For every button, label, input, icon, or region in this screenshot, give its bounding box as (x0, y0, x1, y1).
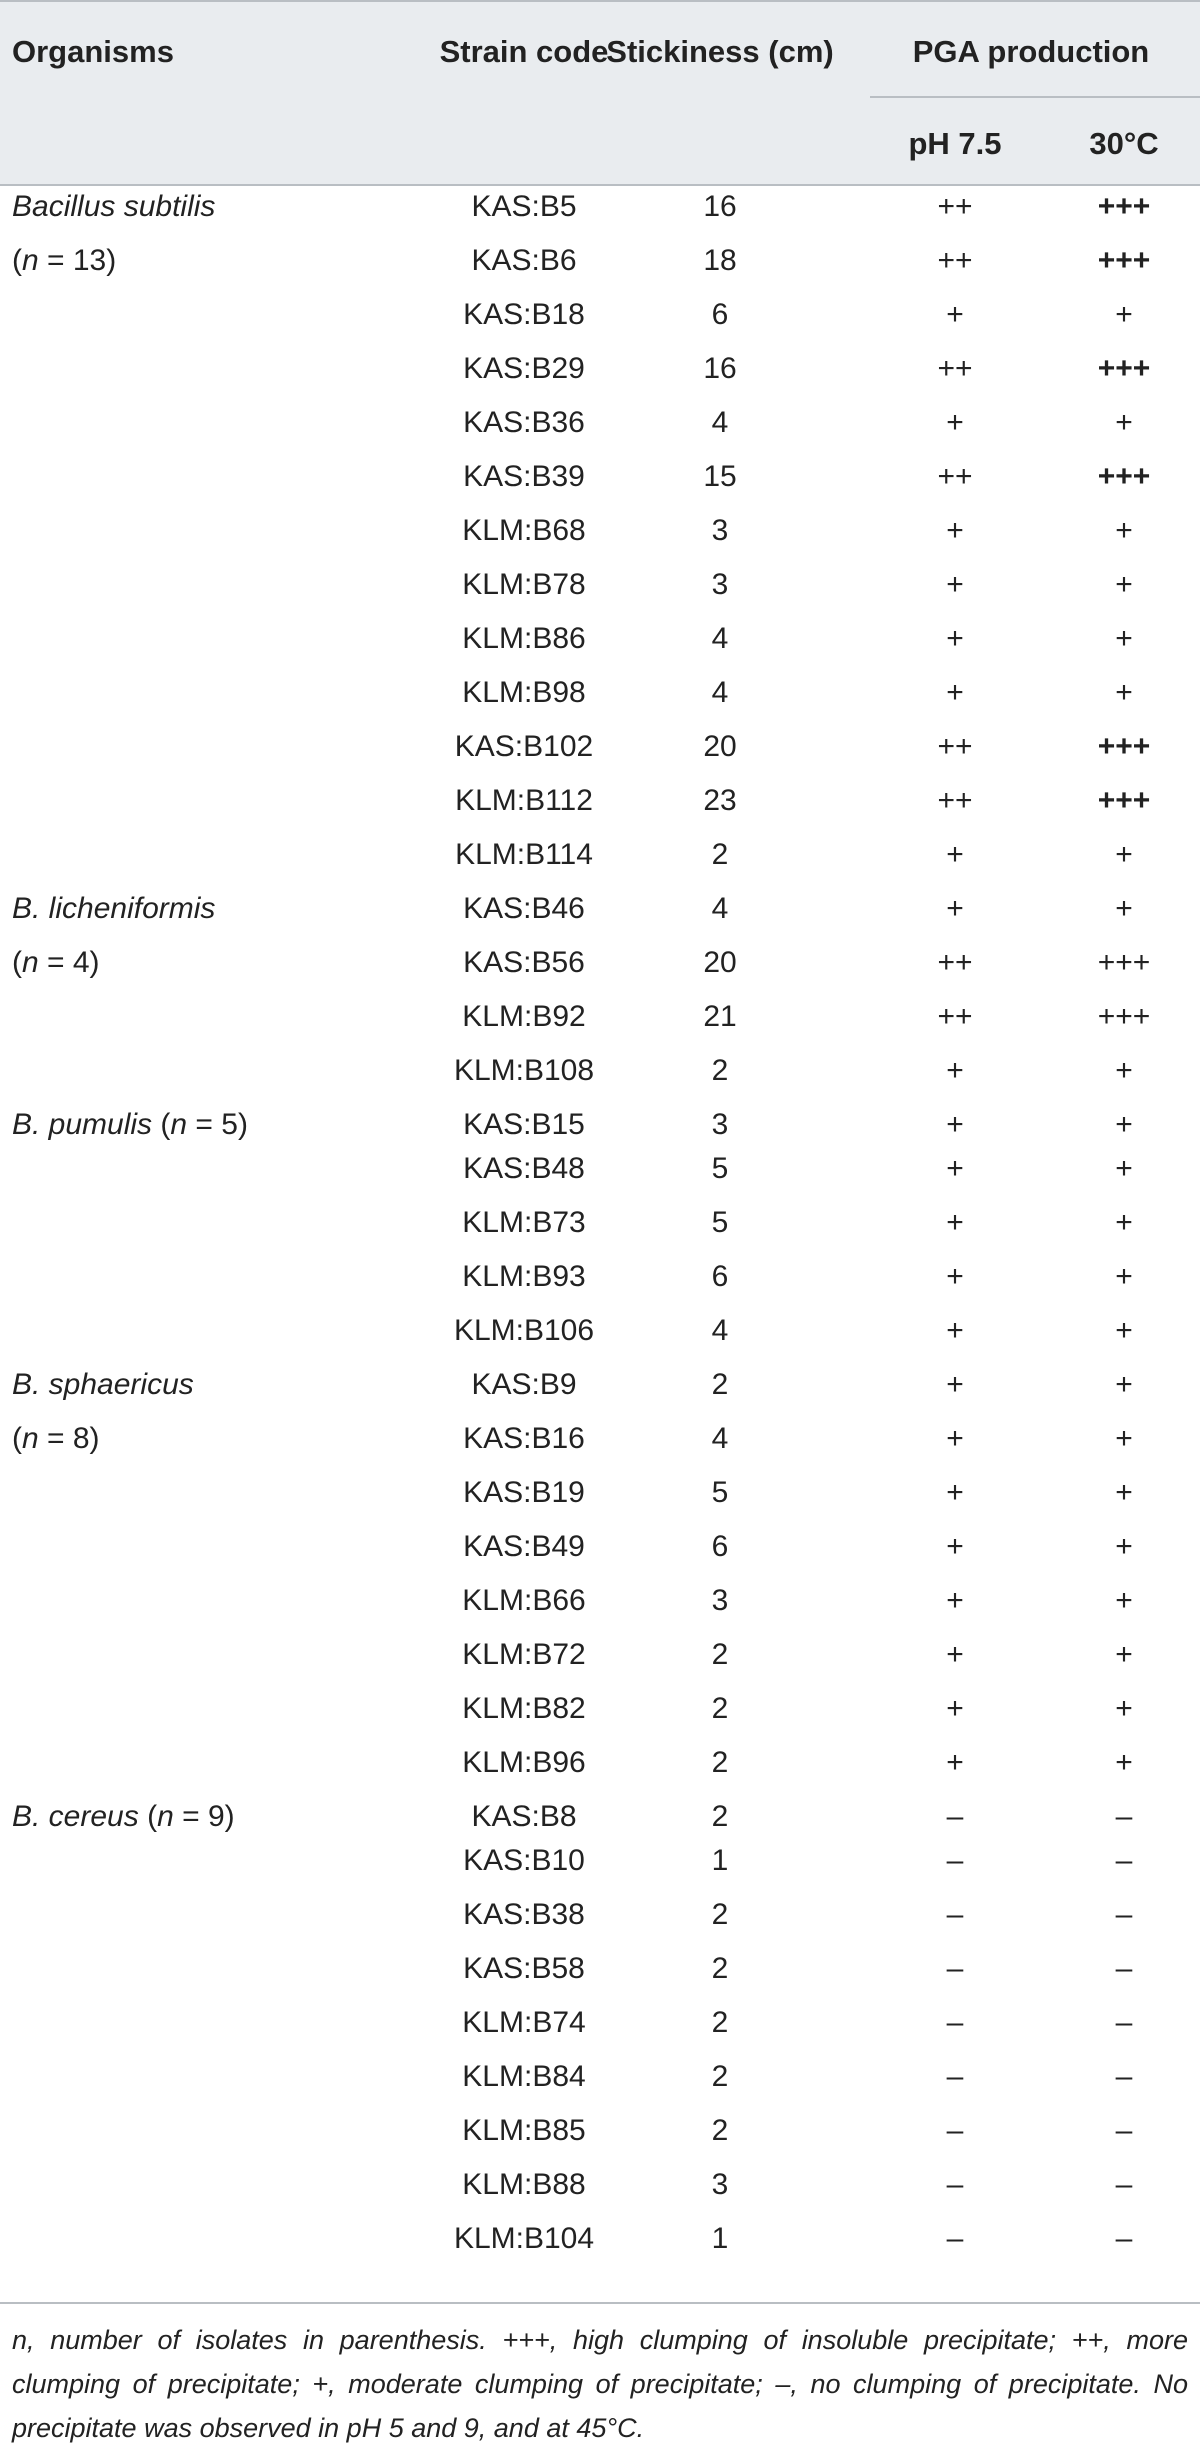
organism-name: Bacillus subtilis (12, 190, 216, 223)
ph-production-cell: ++ (937, 784, 973, 817)
strain-code-cell: KAS:B5 (471, 190, 577, 223)
stickiness-cell: 2 (711, 1952, 729, 1985)
ph-production-cell: + (946, 1368, 964, 1401)
temp-production-cell: + (1115, 892, 1133, 925)
strain-code-cell: KLM:B78 (462, 568, 586, 601)
organism-group (12, 180, 215, 288)
strain-code-cell: KAS:B16 (463, 1422, 585, 1455)
strain-code-cell: KLM:B98 (462, 676, 586, 709)
strain-code-cell: KAS:B39 (463, 460, 585, 493)
temp-production-cell: + (1115, 1152, 1133, 1185)
organism-group (12, 1107, 248, 1143)
header-stickiness: Stickiness (cm) (606, 34, 834, 69)
stickiness-cell: 20 (703, 946, 737, 979)
stickiness-cell: 2 (711, 1054, 729, 1087)
strain-code-cell: KLM:B93 (462, 1260, 586, 1293)
strain-code-cell: KAS:B8 (471, 1800, 577, 1833)
temp-production-cell: – (1115, 2222, 1133, 2255)
stickiness-cell: 1 (711, 2222, 729, 2255)
ph-production-cell: + (946, 1152, 964, 1185)
temp-production-cell: +++ (1097, 460, 1151, 493)
strain-code-cell: KAS:B56 (463, 946, 585, 979)
temp-production-cell: + (1115, 1422, 1133, 1455)
organism-group (12, 1799, 235, 1835)
stickiness-cell: 15 (703, 460, 737, 493)
ph-production-cell: + (946, 1638, 964, 1671)
ph-production-cell: ++ (937, 946, 973, 979)
temp-production-cell: + (1115, 514, 1133, 547)
temp-production-cell: + (1115, 838, 1133, 871)
ph-production-cell: + (946, 676, 964, 709)
ph-production-cell: + (946, 1530, 964, 1563)
strain-code-cell: KLM:B86 (462, 622, 586, 655)
stickiness-cell: 2 (711, 2114, 729, 2147)
organism-name: B. pumulis (12, 1108, 153, 1141)
strain-code-cell: KLM:B84 (462, 2060, 586, 2093)
stickiness-cell: 4 (711, 1314, 729, 1347)
stickiness-cell: 1 (711, 1844, 729, 1877)
temp-production-cell: – (1115, 1952, 1133, 1985)
ph-production-cell: + (946, 1108, 964, 1141)
stickiness-cell: 2 (711, 1898, 729, 1931)
strain-code-cell: KLM:B104 (453, 2222, 595, 2255)
ph-production-cell: + (946, 1422, 964, 1455)
stickiness-cell: 3 (711, 2168, 729, 2201)
strain-code-cell: KAS:B29 (463, 352, 585, 385)
ph-production-cell: – (946, 1898, 964, 1931)
ph-production-cell: + (946, 838, 964, 871)
strain-code-cell: KAS:B46 (463, 892, 585, 925)
temp-production-cell: + (1115, 1638, 1133, 1671)
ph-production-cell: + (946, 298, 964, 331)
stickiness-cell: 4 (711, 406, 729, 439)
temp-production-cell: – (1115, 2114, 1133, 2147)
temp-production-cell: – (1115, 1898, 1133, 1931)
ph-production-cell: – (946, 2060, 964, 2093)
ph-production-cell: + (946, 892, 964, 925)
stickiness-cell: 4 (711, 892, 729, 925)
strain-code-cell: KAS:B19 (463, 1476, 585, 1509)
ph-production-cell: + (946, 514, 964, 547)
strain-code-cell: KLM:B92 (462, 1000, 586, 1033)
stickiness-cell: 16 (703, 352, 737, 385)
temp-production-cell: + (1115, 1476, 1133, 1509)
strain-code-cell: KAS:B102 (454, 730, 594, 763)
header-ph: pH 7.5 (908, 126, 1002, 161)
temp-production-cell: + (1115, 1368, 1133, 1401)
strain-code-cell: KAS:B58 (463, 1952, 585, 1985)
strain-code-cell: KLM:B74 (462, 2006, 586, 2039)
strain-code-cell: KAS:B9 (471, 1368, 577, 1401)
temp-production-cell: + (1115, 1746, 1133, 1779)
stickiness-cell: 18 (703, 244, 737, 277)
organism-count: (n = 8) (12, 1422, 100, 1455)
ph-production-cell: – (946, 1952, 964, 1985)
organism-group (12, 1358, 194, 1466)
temp-production-cell: +++ (1097, 244, 1151, 277)
ph-production-cell: – (946, 2114, 964, 2147)
temp-production-cell: + (1115, 1314, 1133, 1347)
stickiness-cell: 2 (711, 838, 729, 871)
table-bottom-rule (0, 2302, 1200, 2304)
stickiness-cell: 5 (711, 1476, 729, 1509)
temp-production-cell: +++ (1097, 946, 1151, 979)
temp-production-cell: +++ (1097, 784, 1151, 817)
stickiness-cell: 3 (711, 1584, 729, 1617)
stickiness-cell: 4 (711, 676, 729, 709)
ph-production-cell: – (946, 2222, 964, 2255)
temp-production-cell: + (1115, 298, 1133, 331)
temp-production-cell: + (1115, 1530, 1133, 1563)
ph-production-cell: ++ (937, 244, 973, 277)
ph-production-cell: + (946, 1206, 964, 1239)
temp-production-cell: +++ (1097, 352, 1151, 385)
strain-code-cell: KLM:B88 (462, 2168, 586, 2201)
temp-production-cell: + (1115, 1260, 1133, 1293)
stickiness-cell: 2 (711, 1638, 729, 1671)
temp-production-cell: + (1115, 1584, 1133, 1617)
ph-production-cell: – (946, 1844, 964, 1877)
temp-production-cell: – (1115, 1800, 1133, 1833)
strain-code-cell: KLM:B82 (462, 1692, 586, 1725)
ph-production-cell: + (946, 1314, 964, 1347)
table-footnote: n, number of isolates in parenthesis. +++, high clumping of insoluble precipitate; ++, more clumping of precipitate; +, moderate clumping of precipitate; –, no clumping of precipitate. No precipitate was observed in pH 5 and 9, and at 45°C. (12, 2325, 1188, 2443)
stickiness-cell: 5 (711, 1206, 729, 1239)
strain-code-cell: KLM:B68 (462, 514, 586, 547)
stickiness-cell: 6 (711, 298, 729, 331)
temp-production-cell: – (1115, 1844, 1133, 1877)
strain-code-cell: KLM:B73 (462, 1206, 586, 1239)
temp-production-cell: +++ (1097, 1000, 1151, 1033)
stickiness-cell: 2 (711, 1800, 729, 1833)
strain-code-cell: KLM:B96 (462, 1746, 586, 1779)
organism-name: B. licheniformis (12, 892, 216, 925)
stickiness-cell: 3 (711, 1108, 729, 1141)
organism-count: (n = 9) (147, 1800, 235, 1833)
stickiness-cell: 6 (711, 1530, 729, 1563)
strain-code-cell: KAS:B15 (463, 1108, 585, 1141)
organism-name: B. sphaericus (12, 1368, 194, 1401)
strain-code-cell: KLM:B114 (455, 838, 593, 871)
stickiness-cell: 2 (711, 1746, 729, 1779)
ph-production-cell: + (946, 406, 964, 439)
strain-code-cell: KAS:B48 (463, 1152, 585, 1185)
temp-production-cell: + (1115, 1692, 1133, 1725)
organism-count: (n = 5) (160, 1108, 248, 1141)
stickiness-cell: 3 (711, 568, 729, 601)
strain-code-cell: KAS:B18 (463, 298, 585, 331)
temp-production-cell: + (1115, 1108, 1133, 1141)
ph-production-cell: – (946, 2006, 964, 2039)
stickiness-cell: 4 (711, 622, 729, 655)
ph-production-cell: + (946, 1054, 964, 1087)
ph-production-cell: + (946, 622, 964, 655)
strain-code-cell: KLM:B66 (462, 1584, 586, 1617)
temp-production-cell: +++ (1097, 190, 1151, 223)
table-header-band (0, 0, 1200, 184)
ph-production-cell: ++ (937, 190, 973, 223)
strain-code-cell: KAS:B49 (463, 1530, 585, 1563)
ph-production-cell: + (946, 1746, 964, 1779)
temp-production-cell: +++ (1097, 730, 1151, 763)
header-strain-code: Strain code (439, 34, 609, 69)
ph-production-cell: ++ (937, 730, 973, 763)
ph-production-cell: + (946, 1692, 964, 1725)
ph-production-cell: – (946, 1800, 964, 1833)
stickiness-cell: 2 (711, 2060, 729, 2093)
stickiness-cell: 2 (711, 1368, 729, 1401)
strain-code-cell: KLM:B108 (453, 1054, 595, 1087)
temp-production-cell: + (1115, 676, 1133, 709)
temp-production-cell: + (1115, 1054, 1133, 1087)
strain-code-cell: KLM:B85 (462, 2114, 586, 2147)
organism-count: (n = 4) (12, 946, 100, 979)
temp-production-cell: + (1115, 1206, 1133, 1239)
organism-name: B. cereus (12, 1800, 139, 1833)
temp-production-cell: + (1115, 406, 1133, 439)
stickiness-cell: 21 (703, 1000, 737, 1033)
stickiness-cell: 16 (703, 190, 737, 223)
temp-production-cell: + (1115, 622, 1133, 655)
ph-production-cell: + (946, 1476, 964, 1509)
organism-group (12, 882, 215, 990)
stickiness-cell: 5 (711, 1152, 729, 1185)
header-organisms: Organisms (12, 34, 174, 69)
temp-production-cell: + (1115, 568, 1133, 601)
stickiness-cell: 20 (703, 730, 737, 763)
strain-code-cell: KAS:B36 (463, 406, 585, 439)
stickiness-cell: 23 (703, 784, 737, 817)
stickiness-cell: 2 (711, 2006, 729, 2039)
ph-production-cell: – (946, 2168, 964, 2201)
stickiness-cell: 6 (711, 1260, 729, 1293)
pga-group-rule (870, 96, 1200, 98)
stickiness-cell: 3 (711, 514, 729, 547)
strain-code-cell: KLM:B106 (453, 1314, 595, 1347)
ph-production-cell: + (946, 1260, 964, 1293)
strain-code-cell: KAS:B6 (471, 244, 577, 277)
ph-production-cell: + (946, 568, 964, 601)
header-temp: 30°C (1089, 126, 1159, 161)
temp-production-cell: – (1115, 2168, 1133, 2201)
organism-count: (n = 13) (12, 244, 117, 277)
temp-production-cell: – (1115, 2006, 1133, 2039)
strain-code-cell: KLM:B72 (462, 1638, 586, 1671)
stickiness-cell: 2 (711, 1692, 729, 1725)
top-rule (0, 0, 1200, 2)
ph-production-cell: ++ (937, 1000, 973, 1033)
ph-production-cell: ++ (937, 352, 973, 385)
ph-production-cell: ++ (937, 460, 973, 493)
strain-code-cell: KAS:B10 (463, 1844, 585, 1877)
ph-production-cell: + (946, 1584, 964, 1617)
strain-code-cell: KLM:B112 (455, 784, 593, 817)
header-pga-production: PGA production (912, 34, 1150, 69)
strain-code-cell: KAS:B38 (463, 1898, 585, 1931)
temp-production-cell: – (1115, 2060, 1133, 2093)
stickiness-cell: 4 (711, 1422, 729, 1455)
